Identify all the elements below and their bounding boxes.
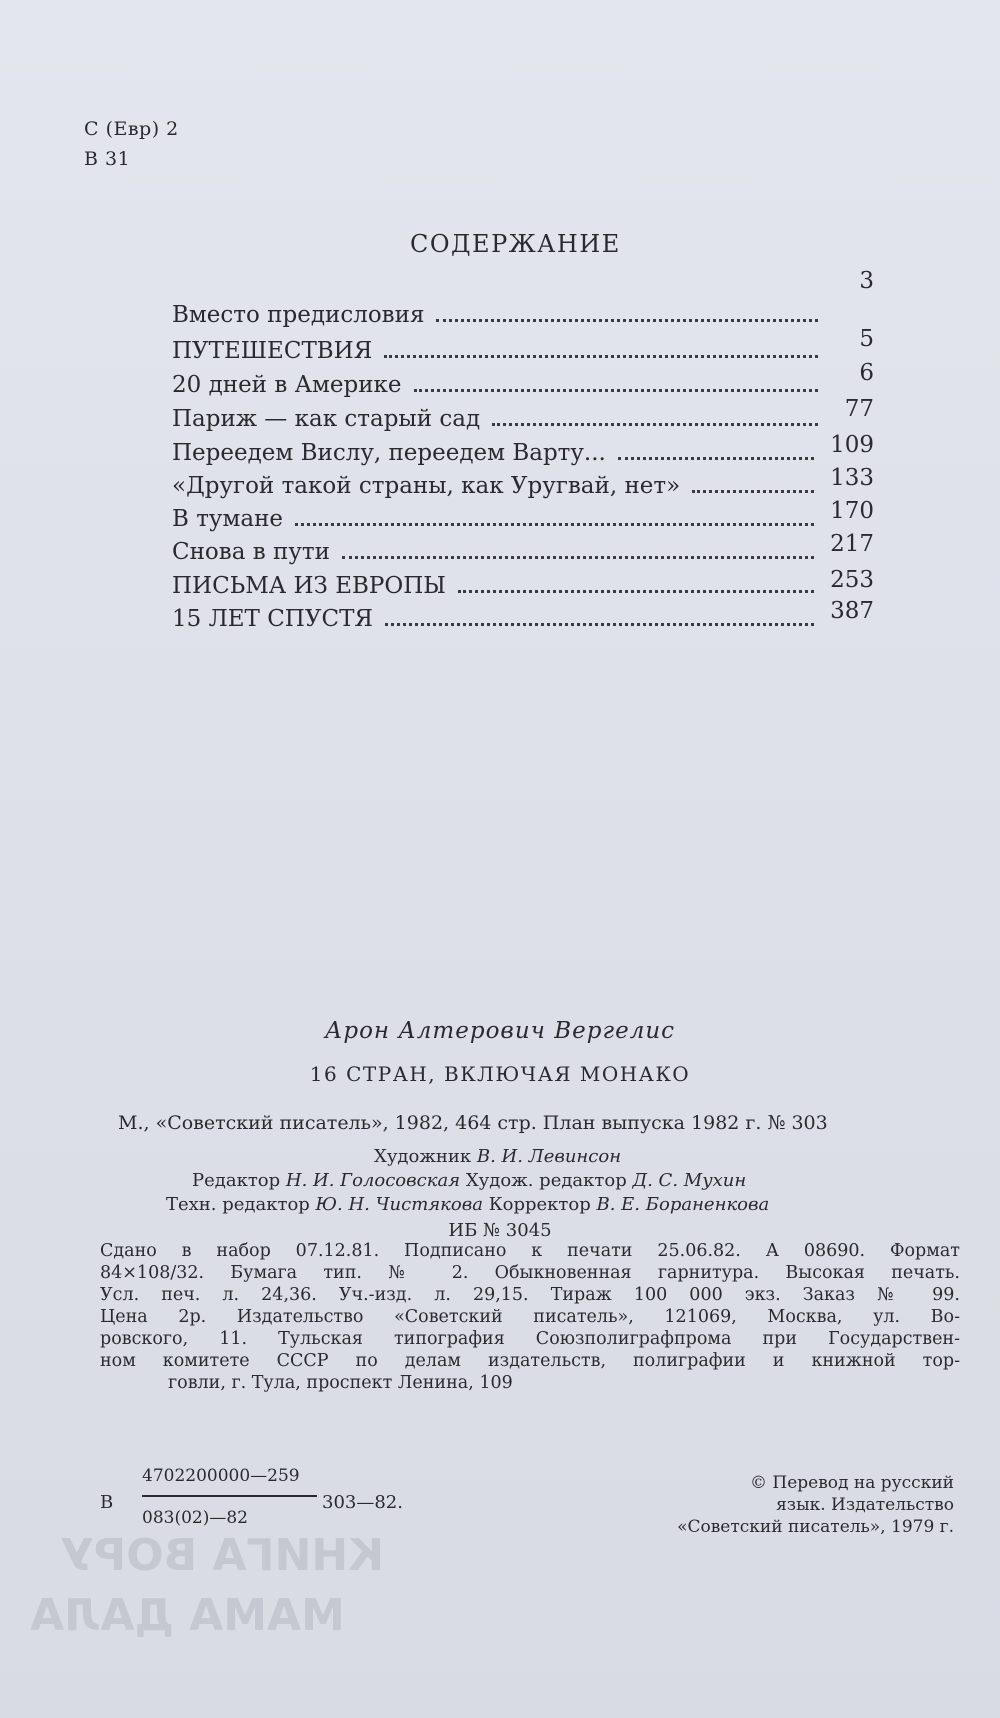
toc-entry — [172, 531, 874, 565]
imprint-line: говли, г. Тула, проспект Ленина, 109 — [168, 1373, 513, 1393]
credit-artist — [374, 1146, 621, 1167]
credit-role: Корректор — [488, 1194, 591, 1215]
code-prefix: В — [100, 1492, 114, 1513]
toc-entry-label: «Другой такой страны, как Уругвай, нет» — [172, 473, 681, 499]
toc-leader-dots — [458, 590, 814, 593]
ib-number: ИБ № 3045 — [448, 1220, 552, 1241]
toc-entry-page: 109 — [830, 432, 874, 458]
toc-leader-dots — [692, 490, 814, 493]
code-suffix: 303—82. — [322, 1492, 403, 1513]
toc-entry-page: 170 — [830, 498, 874, 524]
code-fraction-bar — [142, 1495, 317, 1497]
toc-entry — [172, 398, 874, 432]
toc-leader-dots — [342, 556, 814, 559]
imprint-line: Сдано в набор 07.12.81. Подписано к печати 25.06.82. А 08690. Формат — [100, 1241, 960, 1261]
show-through-text-2: МАМА ДАЛА — [30, 1590, 345, 1641]
show-through-text-1: КНИГА ВОРУ — [60, 1530, 385, 1581]
toc-leader-dots — [436, 319, 818, 322]
toc-entry-label: ПИСЬМА ИЗ ЕВРОПЫ — [172, 573, 446, 599]
toc-leader-dots — [414, 389, 818, 392]
copyright-line: © Перевод на русский — [750, 1473, 954, 1493]
toc-entry-label: ПУТЕШЕСТВИЯ — [172, 338, 373, 364]
toc-entry-label: 20 дней в Америке — [172, 372, 402, 398]
toc-leader-dots — [384, 355, 818, 358]
credit-role: Худож. редактор — [465, 1170, 627, 1191]
toc-entry-page: 77 — [844, 396, 874, 422]
code-denominator: 083(02)—82 — [142, 1508, 248, 1528]
imprint-line: 84×108/32. Бумага тип. № 2. Обыкновенная гарнитура. Высокая печать. — [100, 1263, 960, 1283]
credit-role: Художник — [374, 1146, 472, 1167]
copyright-line: язык. Издательство — [776, 1495, 954, 1515]
imprint-line: ровского, 11. Тульская типография Союзполиграфпрома при Государствен- — [100, 1329, 960, 1349]
toc-leader-dots — [295, 523, 814, 526]
credit-person: Ю. Н. Чистякова — [315, 1194, 483, 1215]
toc-entry — [172, 465, 874, 499]
code-numerator: 4702200000—259 — [142, 1466, 300, 1486]
copyright-line: «Советский писатель», 1979 г. — [677, 1517, 954, 1537]
toc-leader-dots — [492, 423, 818, 426]
credit-person: Н. И. Голосовская — [285, 1170, 461, 1191]
toc-entry — [172, 360, 874, 398]
toc-leader-dots — [385, 623, 814, 626]
toc-entry-page: 5 — [859, 326, 874, 352]
toc-entry-label: Снова в пути — [172, 539, 330, 565]
copyright-notice — [672, 1472, 954, 1538]
author-name: Арон Алтерович Вергелис — [324, 1018, 676, 1044]
toc-entry-label: В тумане — [172, 506, 284, 532]
toc-entry — [172, 498, 874, 532]
classification-code-2: В 31 — [84, 148, 131, 170]
toc-entry-page: 387 — [830, 598, 874, 624]
toc-entry — [172, 598, 874, 632]
toc-entry — [172, 432, 874, 466]
toc-entry-label: 15 ЛЕТ СПУСТЯ — [172, 606, 374, 632]
credit-editors — [192, 1170, 746, 1191]
credit-role: Редактор — [192, 1170, 281, 1191]
classification-code-1: С (Евр) 2 — [84, 118, 179, 140]
credit-tech — [166, 1194, 769, 1215]
toc-entry — [172, 565, 874, 599]
toc-entry-page: 6 — [859, 360, 874, 386]
credit-person: В. Е. Бораненкова — [596, 1194, 770, 1215]
toc-entry-page: 217 — [830, 531, 874, 557]
credit-role: Техн. редактор — [166, 1194, 310, 1215]
toc-title: СОДЕРЖАНИЕ — [410, 230, 621, 258]
credit-person: В. И. Левинсон — [476, 1146, 622, 1167]
toc-entry-label: Вместо предисловия — [172, 302, 425, 328]
toc-entry-page: 3 — [859, 268, 874, 294]
toc-entry — [172, 326, 874, 364]
toc-entry — [172, 268, 874, 328]
publication-info: М., «Советский писатель», 1982, 464 стр. План выпуска 1982 г. № 303 — [118, 1112, 828, 1134]
credit-person: Д. С. Мухин — [632, 1170, 747, 1191]
imprint-line: ном комитете СССР по делам издательств, полиграфии и книжной тор- — [100, 1351, 960, 1371]
toc-entry-label: Париж — как старый сад — [172, 406, 481, 432]
imprint-line: Цена 2р. Издательство «Советский писатель», 121069, Москва, ул. Во- — [100, 1307, 960, 1327]
imprint-line: Усл. печ. л. 24,36. Уч.-изд. л. 29,15. Тираж 100 000 экз. Заказ № 99. — [100, 1285, 960, 1305]
toc-leader-dots — [618, 457, 814, 460]
book-title: 16 СТРАН, ВКЛЮЧАЯ МОНАКО — [309, 1062, 691, 1086]
imprint-block — [100, 1240, 960, 1394]
toc-entry-page: 133 — [830, 465, 874, 491]
toc-entry-page: 253 — [830, 567, 874, 593]
toc-entry-label: Переедем Вислу, переедем Варту... — [172, 440, 606, 466]
